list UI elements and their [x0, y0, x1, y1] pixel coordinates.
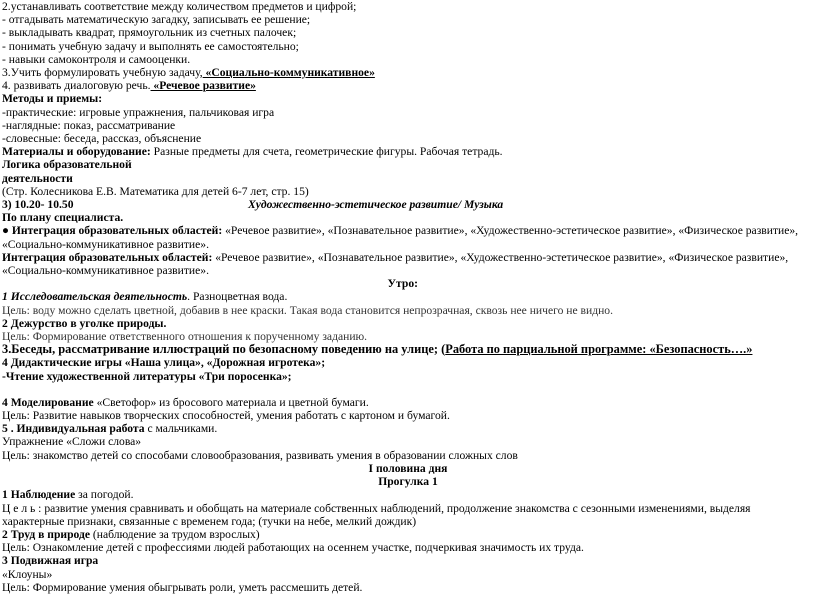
modeling-text: «Светофор» из бросового материала и цветной бумаги.	[93, 395, 369, 409]
morning-item-3	[2, 343, 814, 356]
bullet-icon: ●	[2, 224, 12, 238]
individual-goal: Цель: знакомство детей со способами словообразования, развивать умения в образовании сложных слов	[2, 448, 518, 462]
goal-line-square: - выкладывать квадрат, прямоугольник из счетных палочек;	[2, 26, 297, 40]
goal-line-task: - понимать учебную задачу и выполнять ее самостоятельно;	[2, 39, 299, 53]
outdoor-game-goal: Цель: Формирование умения обыгрывать роли, уметь рассмешить детей.	[2, 580, 363, 594]
method-visual: -наглядные: показ, рассматривание	[2, 118, 176, 132]
outdoor-game-name: «Клоуны»	[2, 567, 53, 581]
labor-goal: Цель: Ознакомление детей с профессиями людей работающих на осеннем участке, подчеркивая значимость их труда.	[2, 541, 584, 555]
talks-heading: 3.Беседы, рассматривание иллюстраций по безопасному поведению на улице; (	[2, 342, 446, 357]
modeling-goal: Цель: Развитие навыков творческих способностей, умения работать с картоном и бумагой.	[2, 409, 450, 423]
schedule-row	[2, 198, 814, 211]
observation-goal-label: Ц е л ь :	[2, 501, 42, 515]
specialist-plan: По плану специалиста.	[2, 211, 124, 225]
modeling-line	[2, 396, 814, 409]
individual-line	[2, 422, 814, 435]
individual-heading: 5 . Индивидуальная работа	[2, 422, 145, 436]
labor-heading: 2 Труд в природе	[2, 527, 90, 541]
methods-heading: Методы и приемы:	[2, 92, 103, 106]
didactic-games: 4 Дидактические игры «Наша улица», «Дорожная игротека»;	[2, 356, 326, 370]
exercise-name: Упражнение «Сложи слова»	[2, 435, 142, 449]
schedule-time: 3) 10.20- 10.50	[2, 198, 74, 212]
reading-item: -Чтение художественной литературы «Три поросенка»;	[2, 369, 292, 383]
logic-heading-1: Логика образовательной	[2, 158, 132, 172]
goal-line-3	[2, 66, 814, 79]
research-goal: Цель: воду можно сделать цветной, добавив в нее краски. Такая вода становится непрозрачная, сквозь нее ничего не видно.	[2, 303, 613, 317]
observation-line	[2, 488, 814, 501]
integration-block-1	[2, 224, 814, 250]
morning-item-1	[2, 290, 814, 303]
morning-heading: Утро:	[387, 277, 418, 291]
research-heading: 1 Исследовательская деятельность	[2, 290, 188, 304]
goal-3-text: 3.Учить формулировать учебную задачу,	[2, 66, 203, 80]
method-verbal: -словесные: беседа, рассказ, объяснение	[2, 132, 202, 146]
partial-program-link: Работа по парциальной программе: «Безопасность….»	[445, 342, 753, 357]
observation-heading: 1 Наблюдение	[2, 488, 76, 502]
goal-line-2: 2.устанавливать соответствие между количеством предметов и цифрой;	[2, 0, 357, 13]
labor-line	[2, 528, 814, 541]
method-practical: -практические: игровые упражнения, пальчиковая игра	[2, 105, 275, 119]
modeling-heading: 4 Моделирование	[2, 395, 94, 409]
area-social: «Социально-коммуникативное»	[202, 66, 375, 80]
half-day-heading: I половина дня	[368, 461, 448, 475]
observation-text: за погодой.	[75, 488, 134, 502]
outdoor-game-heading: 3 Подвижная игра	[2, 554, 99, 568]
blank-line	[2, 383, 814, 396]
individual-text: с мальчиками.	[144, 422, 218, 436]
integration-text-1: «Речевое развитие», «Познавательное развитие», «Художественно-эстетическое развитие», «Физическое развитие», «Социально-коммуникативное развитие».	[2, 224, 799, 251]
materials-heading: Материалы и оборудование:	[2, 145, 151, 159]
walk-heading: Прогулка 1	[378, 475, 438, 489]
observation-goal-text: развитие умения сравнивать и обобщать на материале собственных наблюдений, продолжение знакомства с сезонными изменениями, выделяя характерные признаки, связанные с временем года; (тучки на небе, мелкий дождик)	[2, 501, 751, 528]
materials-line	[2, 145, 814, 158]
goal-line-4	[2, 79, 814, 92]
labor-text: (наблюдение за трудом взрослых)	[90, 527, 260, 541]
integration-heading-1: Интеграция образовательных областей:	[11, 224, 223, 238]
area-speech: «Речевое развитие»	[150, 79, 256, 93]
source-reference: (Стр. Колесникова Е.В. Математика для детей 6-7 лет, стр. 15)	[2, 184, 309, 198]
integration-block-2	[2, 251, 814, 277]
logic-heading-2: деятельности	[2, 171, 73, 185]
schedule-subject: Художественно-эстетическое развитие/ Музыка	[248, 198, 504, 212]
goal-line-riddle: - отгадывать математическую загадку, записывать ее решение;	[2, 13, 311, 27]
goal-line-selfcontrol: - навыки самоконтроля и самооценки.	[2, 52, 191, 66]
integration-heading-2: Интеграция образовательных областей:	[2, 250, 213, 264]
duty-goal: Цель: Формирование ответственного отношения к порученному заданию.	[2, 330, 368, 344]
integration-text-2: «Речевое развитие», «Познавательное развитие», «Художественно-эстетическое развитие», «Физическое развитие», «Социально-коммуникативное развитие».	[2, 250, 789, 278]
research-text: . Разноцветная вода.	[187, 290, 288, 304]
materials-text: Разные предметы для счета, геометрические фигуры. Рабочая тетрадь.	[150, 145, 503, 159]
duty-heading: 2 Дежурство в уголке природы.	[2, 316, 167, 330]
observation-goal	[2, 502, 814, 528]
goal-4-text: 4. развивать диалоговую речь.	[2, 79, 151, 93]
